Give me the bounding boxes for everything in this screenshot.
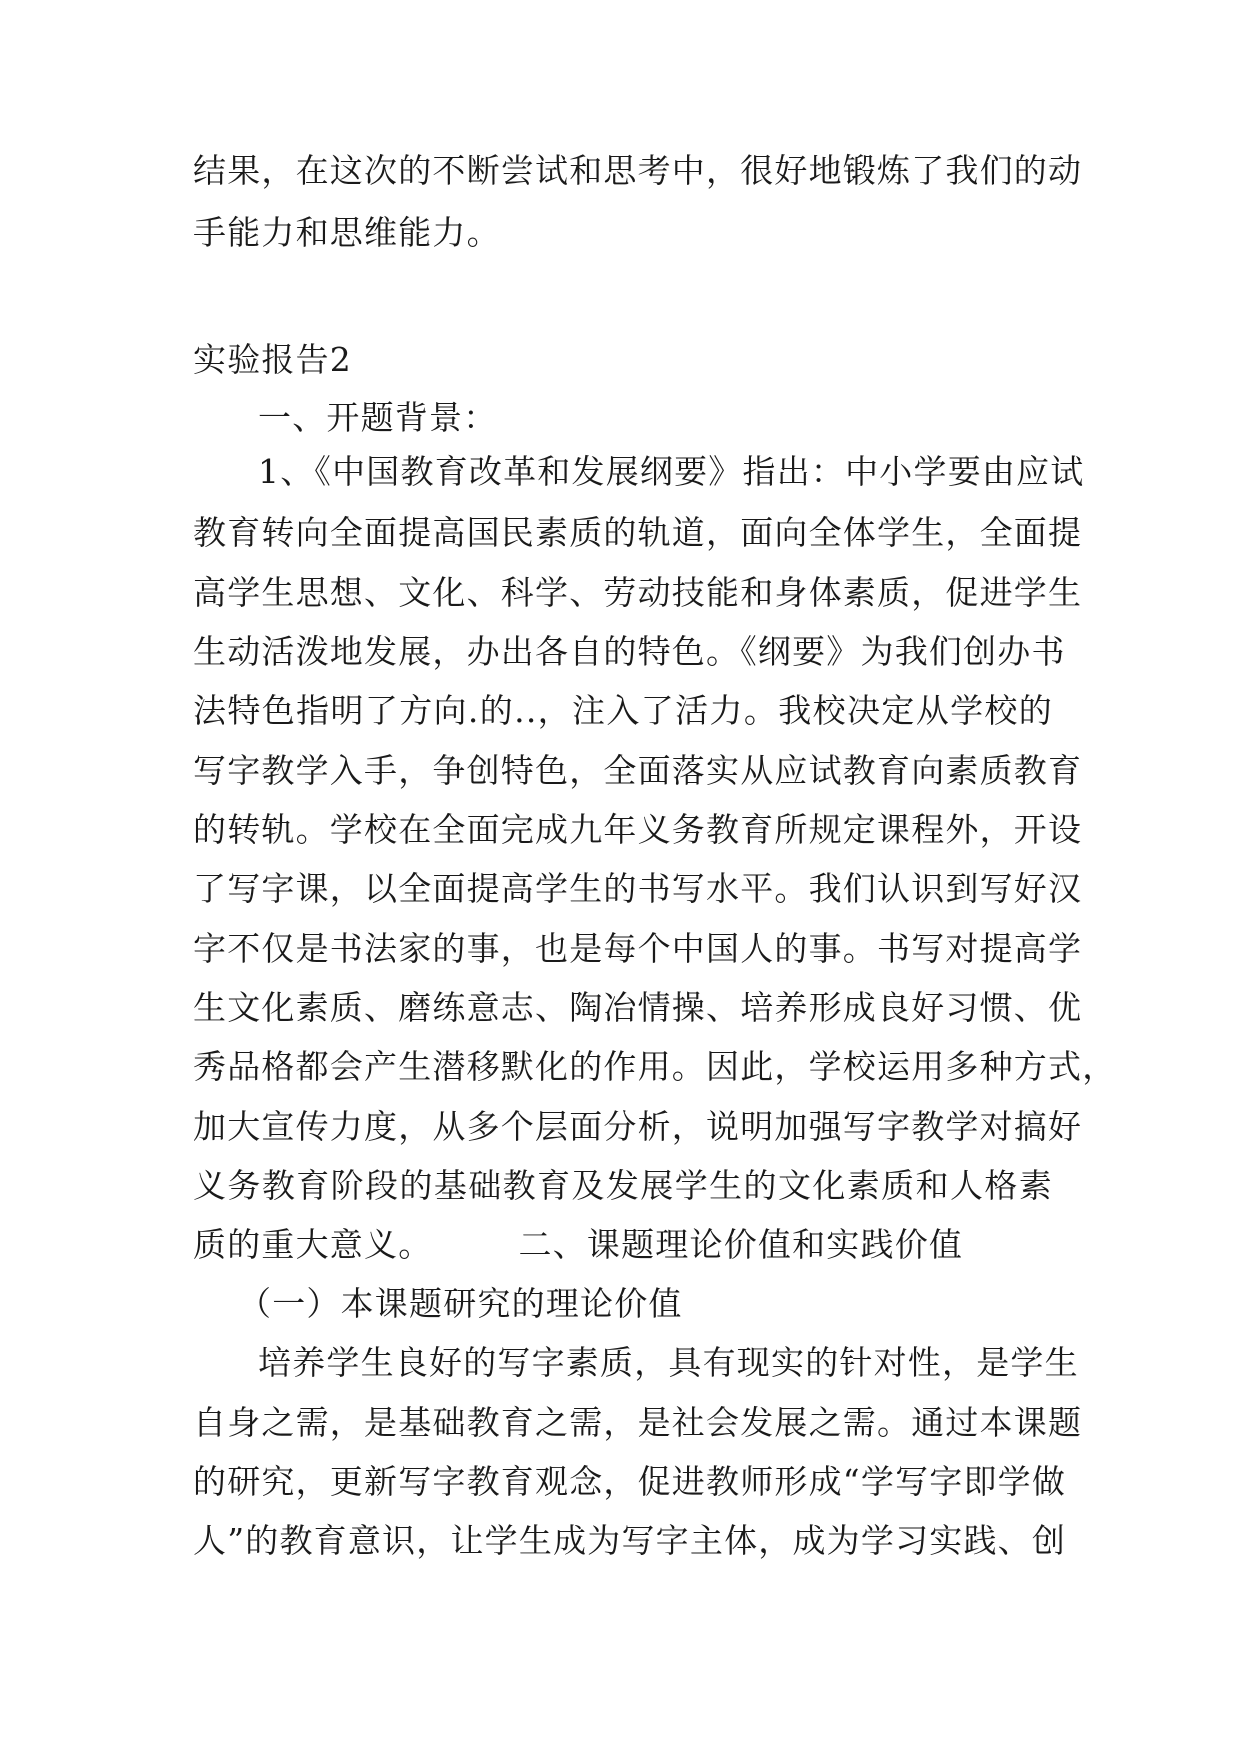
body-text-line: 人”的教育意识，让学生成为写字主体，成为学习实践、创 (193, 1521, 1067, 1560)
body-text-line: 生动活泼地发展，办出各自的特色。《纲要》为我们创办书 (193, 632, 1066, 671)
section-heading: 实验报告2 (193, 340, 352, 379)
body-text-line: 质的重大意义。 二、课题理论价值和实践价值 (193, 1225, 964, 1264)
body-text-line: 字不仅是书法家的事，也是每个中国人的事。书写对提高学 (193, 929, 1083, 968)
body-text-line: 的研究，更新写字教育观念，促进教师形成“学写字即学做 (193, 1462, 1067, 1501)
body-text-line: 了写字课，以全面提高学生的书写水平。我们认识到写好汉 (193, 869, 1083, 908)
body-text-line: 1、《中国教育改革和发展纲要》指出：中小学要由应试 (258, 452, 1085, 491)
body-text-line: 生文化素质、磨练意志、陶冶情操、培养形成良好习惯、优 (193, 988, 1083, 1027)
body-text-line: 写字教学入手，争创特色，全面落实从应试教育向素质教育 (193, 751, 1083, 790)
body-text-line: 加大宣传力度，从多个层面分析，说明加强写字教学对搞好 (193, 1107, 1083, 1146)
subsection-heading: （一）本课题研究的理论价值 (238, 1284, 683, 1323)
body-text-line: 手能力和思维能力。 (193, 213, 501, 252)
body-text-line: 培养学生良好的写字素质，具有现实的针对性，是学生 (258, 1343, 1079, 1382)
body-text-line: 结果，在这次的不断尝试和思考中，很好地锻炼了我们的动 (193, 151, 1083, 190)
body-text-line: 秀品格都会产生潜移默化的作用。因此，学校运用多种方式， (193, 1047, 1117, 1086)
body-text-line: 的转轨。学校在全面完成九年义务教育所规定课程外，开设 (193, 810, 1083, 849)
body-text-line: 义务教育阶段的基础教育及发展学生的文化素质和人格素 (193, 1166, 1053, 1205)
body-text-line: 高学生思想、文化、科学、劳动技能和身体素质，促进学生 (193, 573, 1083, 612)
body-text-line: 法特色指明了方向.的..，注入了活力。我校决定从学校的 (193, 691, 1053, 730)
body-text-line: 教育转向全面提高国民素质的轨道，面向全体学生，全面提 (193, 513, 1083, 552)
body-text-line: 自身之需，是基础教育之需，是社会发展之需。通过本课题 (193, 1403, 1083, 1442)
subsection-heading: 一、开题背景： (258, 398, 498, 437)
